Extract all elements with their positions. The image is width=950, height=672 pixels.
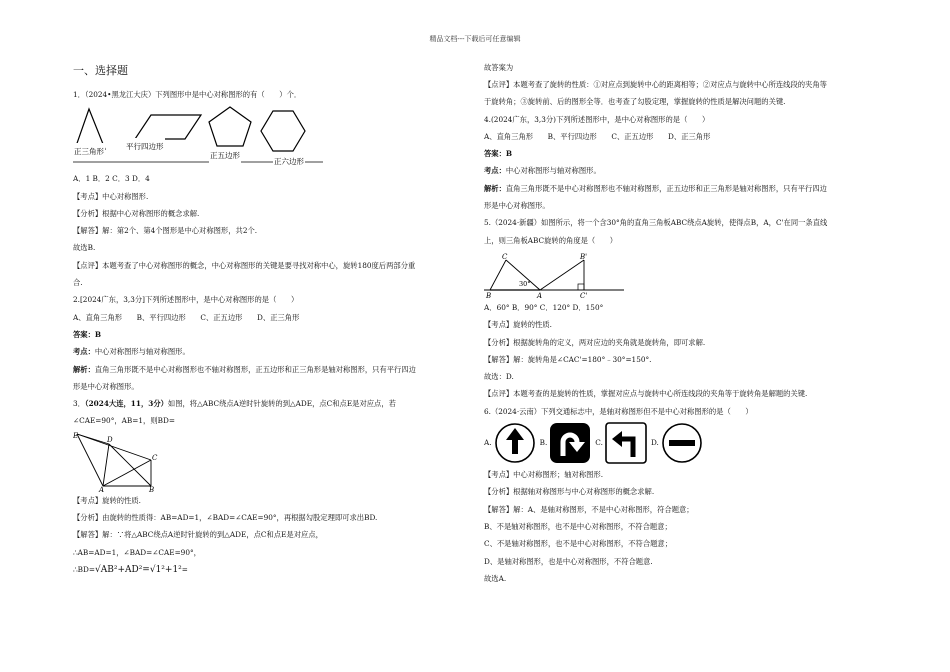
- right-column: [484, 60, 879, 587]
- q5-kaodian: 【考点】旋转的性质.: [484, 320, 552, 330]
- q3-figure: [73, 430, 163, 492]
- q4-kaodian-label: 考点：: [484, 166, 506, 176]
- q2-stem: 2.[2024广东，3,3分]下列所述图形中，是中心对称图形的是（ ）: [73, 295, 299, 305]
- q3-line1: ∴AB=AD=1，∠BAD=∠CAE=90°，: [73, 547, 201, 557]
- pentagon-shape: [209, 107, 251, 146]
- q1-dianping-2: 合.: [73, 278, 83, 288]
- q3-line2: [73, 561, 469, 579]
- q3-stem-2: ∠CAE=90°，AB=1，则BD=: [73, 416, 175, 426]
- q1-gu: 故选B.: [73, 243, 96, 253]
- q6-signs: [484, 420, 879, 466]
- q1-figure: [73, 105, 323, 167]
- q3-label-e: E: [73, 431, 79, 440]
- q5-options: A．60° B．90° C．120° D．150°: [484, 302, 604, 312]
- turn-left-sign-icon: [605, 422, 647, 464]
- q5-jieda: 【解答】解：旋转角是∠CAC'=180°﹣30°=150°.: [484, 354, 652, 364]
- no-entry-sign-icon: [661, 422, 703, 464]
- q2-answer: 答案：B: [73, 329, 102, 339]
- q6-c: C、不是轴对称图形，也不是中心对称图形，不符合题意；: [484, 539, 673, 549]
- shape-label-pentagon: 正五边形: [209, 147, 241, 164]
- q6-letter-b: B.: [539, 438, 548, 448]
- q3-label-c: C: [152, 453, 158, 462]
- q3-stem-prefix: 3．: [73, 399, 85, 409]
- q4-jiexi: [484, 180, 879, 197]
- q5-label-c-prime: C': [580, 291, 588, 299]
- q6-option-b: [540, 422, 592, 464]
- q2-jiexi-2: 形是中心对称图形。: [73, 381, 139, 391]
- q6-option-a: [484, 422, 536, 464]
- left-column: [73, 60, 469, 579]
- q3-label-d: D: [107, 435, 113, 444]
- q3-jieda: 【解答】解：∵将△ABC绕点A逆时针旋转的到△ADE，点C和点E是对应点，: [73, 530, 323, 540]
- q5-stem-1: 5.（2024·新疆）如图所示，将一个含30°角的直角三角板ABC绕点A旋转，使得点B，A，C'在同一条直线: [484, 218, 828, 228]
- q4-kaodian-text: 中心对称图形与轴对称图形。: [505, 166, 601, 176]
- u-turn-sign-icon: [549, 422, 591, 464]
- shape-label-parallelogram: 平行四边形: [125, 138, 165, 155]
- q5-stem-2: 上，则三角板ABC旋转的角度是（ ）: [484, 235, 618, 245]
- q2-jiexi: [73, 361, 469, 378]
- q2-options: A、直角三角形 B、平行四边形 C、正五边形 D、正三角形: [73, 312, 300, 322]
- q6-letter-a: A.: [484, 438, 492, 448]
- q3-stem: [73, 395, 469, 412]
- q6-d: D、是轴对称图形，也是中心对称图形，不符合题意.: [484, 556, 653, 566]
- q2-kaodian-text: 中心对称图形与轴对称图形。: [94, 347, 190, 357]
- q1-stem: 1．（2024•黑龙江大庆）下列图形中是中心对称图形的有（ ）个．: [73, 90, 302, 99]
- q5-dianping: 【点评】本题考查的是旋转的性质，掌握对应点与旋转中心所连线段的夹角等于旋转角是解题的关键.: [484, 389, 808, 399]
- q2-kaodian: [73, 343, 469, 360]
- q4-kaodian: [484, 162, 879, 179]
- q5-label-angle: 30°: [519, 279, 531, 288]
- q3-formula: √AB²+AD²=√1²+1²: [94, 564, 182, 575]
- q4-options: A、直角三角形 B、平行四边形 C、正五边形 D、正三角形: [484, 131, 711, 141]
- q6-gu: 故选A.: [484, 573, 507, 583]
- page-header: 精品文档---下载后可任意编辑: [429, 35, 521, 43]
- q6-letter-d: D.: [650, 438, 659, 448]
- q5-figure: [484, 251, 624, 299]
- q6-stem: 6.（2024·云南）下列交通标志中，是轴对称图形但不是中心对称图形的是（ ）: [484, 406, 753, 416]
- q1-kaodian: 【考点】中心对称图形.: [73, 191, 149, 201]
- q5-triangles-svg: [484, 251, 624, 299]
- q3-dianping-2: 于旋转角；③旋转前、后的图形全等．也考查了勾股定理，掌握旋转的性质是解决问题的关键.: [484, 97, 786, 107]
- q5-label-b: B: [486, 291, 492, 299]
- q3-stem-source: （2024大连，11，3分）: [84, 399, 168, 409]
- shape-label-triangle: 正三角形: [73, 143, 105, 160]
- q3-line2-prefix: ∴BD=: [73, 564, 95, 574]
- q6-option-d: [651, 422, 703, 464]
- q5-fenxi: 【分析】根据旋转角的定义，两对应边的夹角就是旋转角，即可求解.: [484, 337, 706, 347]
- q3-line2-suffix: =: [181, 564, 188, 574]
- q3-fenxi: 【分析】由旋转的性质得：AB=AD=1，∠BAD=∠CAE=90°，再根据勾股定理即可求出BD.: [73, 513, 378, 523]
- q4-stem: 4.(2024广东，3,3分)下列所述图形中，是中心对称图形的是（ ）: [484, 114, 710, 124]
- q2-jiexi-label: 解析：: [73, 364, 95, 374]
- q2-jiexi-text-1: 直角三角形既不是中心对称图形也不轴对称图形，正五边形和正三角形是轴对称图形，只有平行四边: [94, 364, 416, 374]
- q1-fenxi: 【分析】根据中心对称图形的概念求解.: [73, 208, 200, 218]
- q4-jiexi-2: 形是中心对称图形。: [484, 201, 550, 211]
- q3-label-b: B: [149, 485, 155, 492]
- shape-label-hexagon: 正六边形: [273, 153, 305, 170]
- q6-fenxi: 【分析】根据轴对称图形与中心对称图形的概念求解.: [484, 487, 655, 497]
- q1-options: A．1 B．2 C．3 D．4: [73, 174, 150, 184]
- q2-kaodian-label: 考点：: [73, 347, 95, 357]
- q3-stem-rest: 如图，将△ABC绕点A逆时针旋转的到△ADE，点C和点E是对应点，若: [167, 399, 396, 409]
- q6-kaodian: 【考点】中心对称图形；轴对称图形.: [484, 470, 604, 480]
- q6-jieda: 【解答】解：A、是轴对称图形，不是中心对称图形，符合题意；: [484, 504, 694, 514]
- q5-label-b-prime: B': [580, 252, 588, 261]
- q5-label-c: C: [502, 252, 508, 261]
- q1-dianping-1: 【点评】本题考查了中心对称图形的概念，中心对称图形的关键是要寻找对称中心，旋转180度后两部分重: [73, 260, 416, 270]
- q6-b: B、不是轴对称图形，也不是中心对称图形，不符合题意；: [484, 521, 672, 531]
- q3-kaodian: 【考点】旋转的性质.: [73, 495, 141, 505]
- q4-jiexi-label: 解析：: [484, 183, 506, 193]
- q4-jiexi-text-1: 直角三角形既不是中心对称图形也不轴对称图形，正五边形和正三角形是轴对称图形，只有平行四边: [505, 183, 827, 193]
- q3-cont-line: 故答案为: [484, 63, 514, 72]
- q5-gu: 故选：D.: [484, 372, 514, 382]
- q3-dianping: 【点评】本题考查了旋转的性质：①对应点到旋转中心的距离相等；②对应点与旋转中心所连线段的夹角等: [484, 80, 827, 89]
- q5-label-a: A: [537, 291, 543, 299]
- q1-jieda: 【解答】解：第2个、第4个图形是中心对称图形，共2个.: [73, 226, 258, 236]
- section-title: 一、选择题: [73, 64, 128, 77]
- q6-option-c: [595, 422, 647, 464]
- arrow-up-sign-icon: [494, 422, 536, 464]
- q3-label-a: A: [99, 485, 105, 492]
- hexagon-shape: [261, 111, 305, 151]
- q3-triangles-svg: [73, 430, 163, 492]
- q6-letter-c: C.: [595, 438, 603, 448]
- parallelogram-shape: [135, 115, 201, 139]
- q4-answer: 答案：B: [484, 149, 513, 159]
